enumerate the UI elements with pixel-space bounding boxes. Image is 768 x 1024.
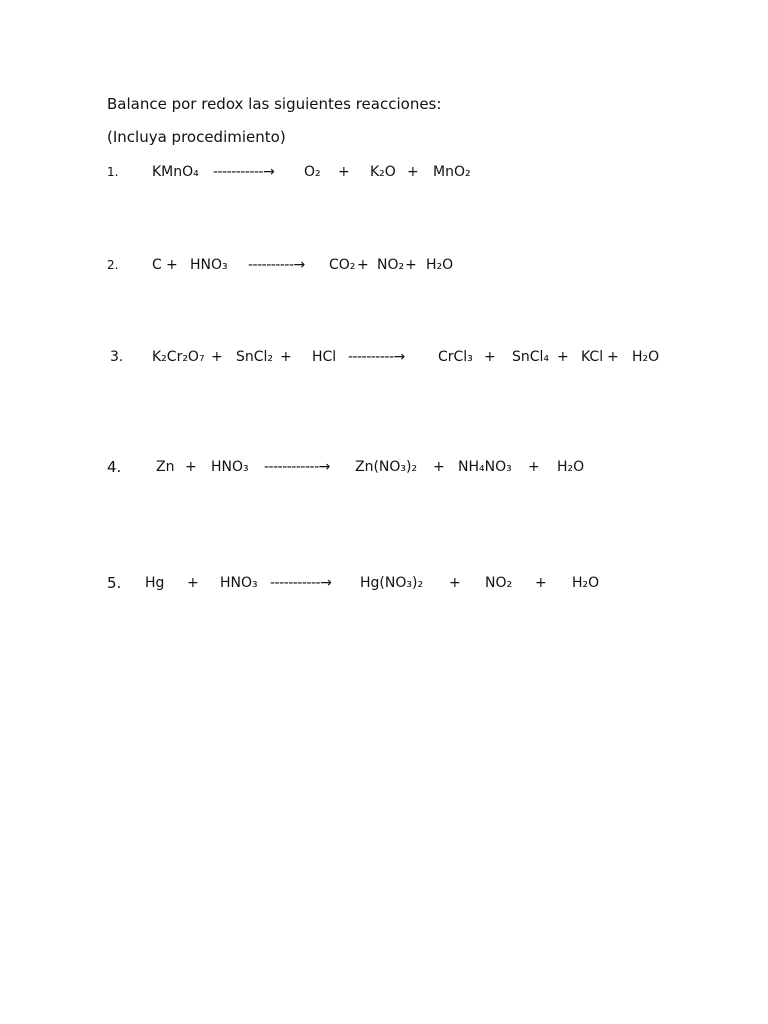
reactant: C — [152, 257, 162, 273]
reactant: KMnO₄ — [152, 164, 199, 180]
worksheet-instruction: (Incluya procedimiento) — [107, 128, 286, 146]
reaction-5 — [0, 574, 768, 594]
product: MnO₂ — [433, 164, 471, 180]
product: H₂O — [632, 349, 660, 365]
reaction-number: 3. — [110, 349, 124, 365]
plus-sign: + — [280, 349, 292, 365]
reactant: HNO₃ — [190, 257, 228, 273]
reaction-arrow: ----------→ — [348, 349, 405, 365]
product: NO₂ — [377, 257, 405, 273]
reaction-number: 1. — [107, 165, 119, 179]
reaction-number: 5. — [107, 574, 122, 592]
worksheet-title: Balance por redox las siguientes reacciones: — [107, 95, 442, 113]
plus-sign: + — [405, 257, 417, 273]
reaction-arrow: -----------→ — [270, 575, 332, 591]
reaction-number: 4. — [107, 458, 122, 476]
plus-sign: + — [185, 459, 197, 475]
reactant: SnCl₂ — [236, 349, 274, 365]
plus-sign: + — [407, 164, 419, 180]
reaction-arrow: -----------→ — [213, 164, 275, 180]
reaction-1 — [0, 163, 768, 183]
product: Zn(NO₃)₂ — [355, 459, 418, 475]
product: Hg(NO₃)₂ — [360, 575, 424, 591]
plus-sign: + — [433, 459, 445, 475]
plus-sign: + — [211, 349, 223, 365]
product: H₂O — [572, 575, 600, 591]
plus-sign: + — [338, 164, 350, 180]
plus-sign: + — [557, 349, 569, 365]
plus-sign: + — [484, 349, 496, 365]
reaction-4 — [0, 458, 768, 478]
reaction-3 — [0, 348, 768, 368]
reaction-2 — [0, 256, 768, 276]
reactant: HNO₃ — [211, 459, 249, 475]
product: K₂O — [370, 164, 396, 180]
reactant: Hg — [145, 575, 165, 591]
reaction-number: 2. — [107, 258, 119, 272]
product: NO₂ — [485, 575, 513, 591]
plus-sign: + — [357, 257, 369, 273]
reactant: Zn — [156, 459, 175, 475]
product: H₂O — [557, 459, 585, 475]
product: CrCl₃ — [438, 349, 473, 365]
product: O₂ — [304, 164, 321, 180]
product: NH₄NO₃ — [458, 459, 512, 475]
plus-sign: + — [166, 257, 178, 273]
reactant: HNO₃ — [220, 575, 258, 591]
reactant: HCl — [312, 349, 337, 365]
product: H₂O — [426, 257, 454, 273]
plus-sign: + — [187, 575, 199, 591]
reactant: K₂Cr₂O₇ — [152, 349, 205, 365]
plus-sign: + — [607, 349, 619, 365]
plus-sign: + — [528, 459, 540, 475]
reaction-arrow: ------------→ — [264, 459, 330, 475]
product: SnCl₄ — [512, 349, 550, 365]
product: KCl — [581, 349, 604, 365]
product: CO₂ — [329, 257, 356, 273]
plus-sign: + — [535, 575, 547, 591]
plus-sign: + — [449, 575, 461, 591]
reaction-arrow: ----------→ — [248, 257, 305, 273]
